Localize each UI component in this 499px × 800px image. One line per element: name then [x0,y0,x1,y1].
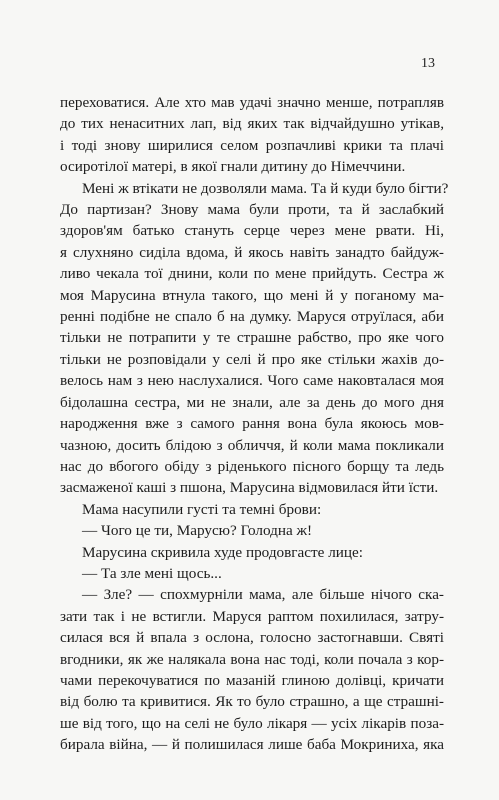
text-line: ше від того, що на селі не було лікаря — усіх лікарів поза- [60,714,444,732]
text-line: ливо чекала тої днини, коли по мене прийдуть. Сестра ж [60,265,444,283]
text-line: до тих ненаситних лап, від яких так відчайдушно утікав, [60,115,444,133]
text-line: бирала війна, — й полишилася лише баба Мокриниха, яка [60,736,444,754]
text-line: моя Марусина втнула такого, що мені й у поганому ма- [60,286,444,304]
text-line: тільки не потрапити у те страшне рабство, про яке чого [60,329,444,347]
page-number: 13 [421,56,435,71]
text-line: ренні подібне не спало б на думку. Маруся отруїлася, аби [60,308,444,326]
text-line: — Та зле мені щось... [82,564,222,582]
text-line: від болю та кривитися. Як то було страшно, а ще страшні- [60,693,444,711]
body-text [60,92,449,756]
text-line: — Чого це ти, Марусю? Голодна ж! [82,522,313,540]
text-line: нас до вбогого обіду з ріденького пісного борщу та ледь [60,457,444,475]
text-line: чами перекочуватися по мазаній глиною долівці, кричати [60,671,444,689]
text-line: чазною, досить блідою з обличчя, й коли мама покликали [60,436,444,454]
text-line: я слухняно сиділа вдома, й якось навіть занадто байдуж- [60,243,444,261]
text-line: тільки не розповідали у селі й про яке стільки жахів до- [60,350,444,368]
text-line: осиротілої матері, в якої гнали дитину до Німеччини. [60,158,406,176]
text-line: Мені ж втікати не дозволяли мама. Та й куди було бігти? [82,179,449,197]
text-line: силася вся й впала з ослона, голосно застогнавши. Святі [60,629,444,647]
text-line: Марусина скривила худе продовгасте лице: [82,543,363,561]
text-line: Мама насупили густі та темні брови: [82,500,322,518]
text-line: вгодники, як же налякала вона нас тоді, коли почала з кор- [60,650,444,668]
text-line: переховатися. Але хто мав удачі значно менше, потрапляв [60,94,444,111]
text-line: здоров'ям батько стануть серце через мене рвати. Ні, [60,222,444,240]
text-line: зати так і не встигли. Маруся раптом похилилася, затру- [60,607,444,625]
text-line: велось нам з нею наслухалися. Чого саме наковталася моя [60,372,444,390]
text-line: бідолашна сестра, ми не знали, але за день до мого дня [60,393,444,411]
text-line: народження вже з самого рання вона була якоюсь мов- [60,415,444,433]
text-line: і тоді знову ширилися селом розпачливі крики та плачі [60,136,444,154]
text-line: засмаженої каші з пшона, Марусина відмовилася йти їсти. [60,479,439,497]
text-line: — Зле? — спохмурніли мама, але більше нічого ска- [82,586,444,604]
text-line: До партизан? Знову мама були проти, та й заслабкий [60,201,444,219]
